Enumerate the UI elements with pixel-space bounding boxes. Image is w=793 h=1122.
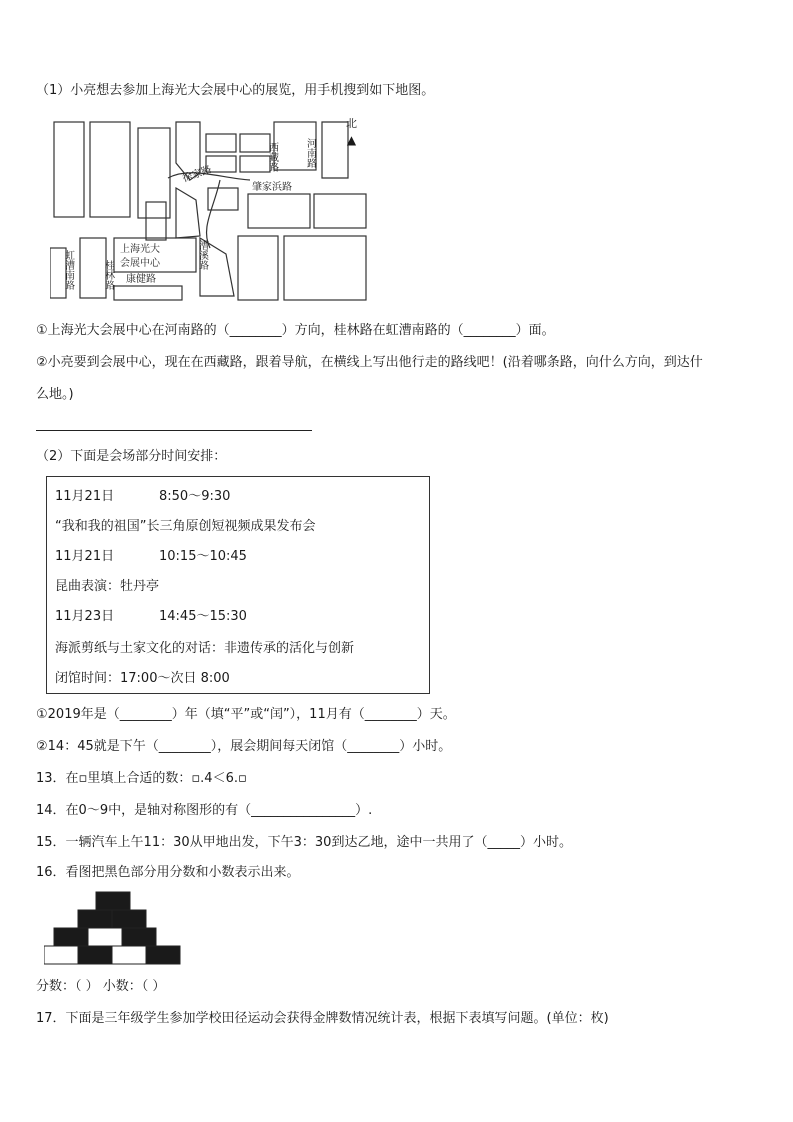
label-caoxi: 漕溪路 [196,240,208,270]
map-block [138,128,170,218]
map-block [322,122,348,178]
north-indicator [346,115,357,147]
block-figure [44,890,184,970]
schedule-box [46,476,430,694]
schedule-time: 14:45～15:30 [159,609,247,624]
block-white [44,946,78,964]
schedule-event: “我和我的祖国”长三角原创短视频成果发布会 [55,519,316,534]
part1-question-2-line1: ②小亮要到会展中心，现在在西藏路，跟着导航，在横线上写出他行走的路线吧！(沿着哪条路，向什么方向，到达什 [36,355,703,370]
schedule-time: 8:50～9:30 [159,489,231,504]
part2-intro: （2）下面是会场部分时间安排： [36,449,227,464]
schedule-row [55,485,231,504]
label-center-2: 会展中心 [120,258,160,269]
block-black [122,928,156,946]
block-black [78,910,112,928]
map-block [240,134,270,152]
schedule-date: 11月21日 [55,549,115,564]
question-16-answer: 分数：（ ） 小数：（ ） [36,979,166,994]
label-xizang: 西藏路 [266,142,278,172]
schedule-closing: 闭馆时间：17:00～次日 8:00 [55,671,230,686]
map-block [90,122,130,217]
label-guilin: 桂林路 [102,260,114,290]
block-black [112,910,146,928]
block-white [88,928,122,946]
label-kangjian: 康健路 [126,274,156,285]
label-xujia: 徐家路 [181,164,214,185]
map-block [240,156,270,172]
question-13: 13．在▫里填上合适的数：▫.4＜6.▫ [36,771,247,786]
map-block [314,194,366,228]
north-label: 北 [346,117,357,130]
label-henan: 河南路 [304,138,316,168]
label-center-1: 上海光大 [120,244,160,255]
map-block [238,236,278,300]
question-17: 17．下面是三年级学生参加学校田径运动会获得金牌数情况统计表，根据下表填写问题。(单位：枚) [36,1011,609,1026]
map-block [248,194,310,228]
schedule-row [55,605,247,624]
answer-line[interactable] [36,430,312,431]
block-black [146,946,180,964]
map-block [206,134,236,152]
block-black [54,928,88,946]
map-block [284,236,366,300]
schedule-date: 11月21日 [55,489,115,504]
part2-question-2: ②14：45就是下午（________），展会期间每天闭馆（________）小时。 [36,739,452,754]
label-hongcao: 虹漕南路 [62,250,74,290]
part1-question-2-line2: 么地。) [36,387,74,402]
part1-question-1: ①上海光大会展中心在河南路的（________）方向，桂林路在虹漕南路的（________）面。 [36,323,555,338]
schedule-date: 11月23日 [55,609,115,624]
schedule-event: 昆曲表演：牡丹亭 [55,579,160,594]
block-black [78,946,112,964]
map-block [146,202,166,240]
part2-question-1: ①2019年是（________）年（填“平”或“闰”），11月有（________）天。 [36,707,456,722]
north-arrow-icon: ▲ [346,133,357,147]
map-block [176,188,200,238]
question-14: 14．在0～9中，是轴对称图形的有（________________）. [36,803,373,818]
schedule-event: 海派剪纸与土家文化的对话：非遗传承的活化与创新 [55,641,355,656]
map-block [114,286,182,300]
question-15: 15．一辆汽车上午11：30从甲地出发，下午3：30到达乙地，途中一共用了（_____）小时。 [36,835,572,850]
part1-intro: （1）小亮想去参加上海光大会展中心的展览，用手机搜到如下地图。 [36,83,435,98]
label-zhangjiabang: 肇家浜路 [252,182,292,193]
map-block [54,122,84,217]
schedule-time: 10:15～10:45 [159,549,247,564]
block-white [112,946,146,964]
block-black [96,892,130,910]
map-figure [50,118,370,308]
question-16: 16．看图把黑色部分用分数和小数表示出来。 [36,865,300,880]
schedule-row [55,545,247,564]
